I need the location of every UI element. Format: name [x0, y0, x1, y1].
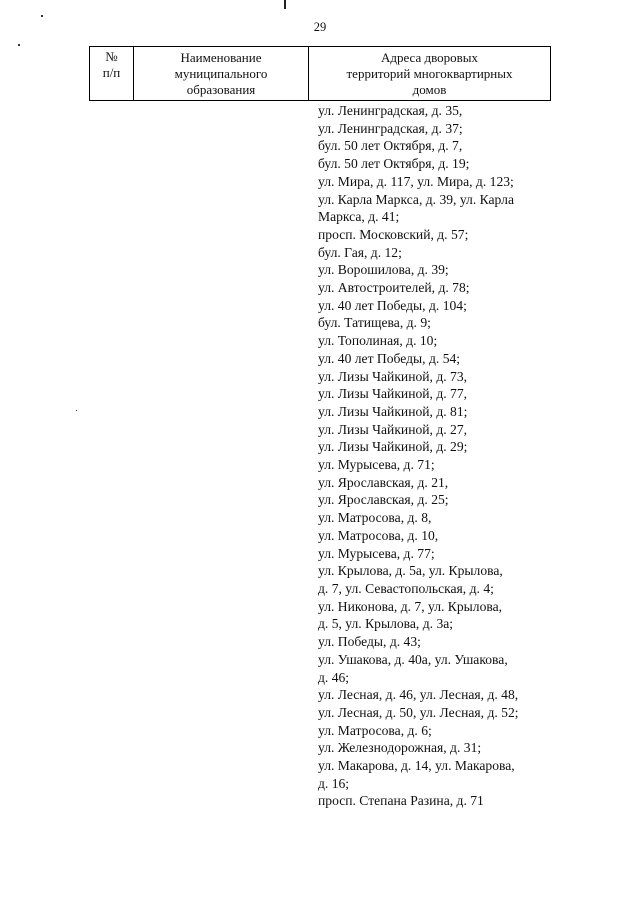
scan-speck [18, 44, 20, 46]
address-line: ул. 40 лет Победы, д. 54; [318, 350, 461, 366]
address-line: просп. Московский, д. 57; [318, 226, 469, 242]
address-line: ул. Ленинградская, д. 37; [318, 120, 463, 136]
address-line: д. 7, ул. Севастопольская, д. 4; [318, 580, 494, 596]
address-line: ул. Лизы Чайкиной, д. 77, [318, 386, 468, 402]
address-line: ул. Мира, д. 117, ул. Мира, д. 123; [318, 173, 514, 189]
address-line: бул. Гая, д. 12; [318, 244, 402, 260]
header-cell-municipality: Наименование муниципального образования [134, 47, 309, 100]
page-number: 29 [313, 20, 327, 34]
address-line: ул. Матросова, д. 10, [318, 527, 439, 543]
address-line: Маркса, д. 41; [318, 209, 400, 225]
address-line: ул. Карла Маркса, д. 39, ул. Карла [318, 191, 514, 207]
address-line: ул. Победы, д. 43; [318, 634, 421, 650]
address-line: ул. Лизы Чайкиной, д. 29; [318, 439, 468, 455]
address-line: ул. Лизы Чайкиной, д. 27, [318, 421, 468, 437]
address-line: ул. Ворошилова, д. 39; [318, 262, 449, 278]
address-line: ул. Ленинградская, д. 35, [318, 103, 463, 118]
address-line: ул. Матросова, д. 6; [318, 722, 432, 738]
address-line: ул. Крылова, д. 5а, ул. Крылова, [318, 563, 503, 579]
address-line: ул. Ярославская, д. 21, [318, 474, 449, 490]
address-line: бул. Татищева, д. 9; [318, 315, 431, 331]
address-line: бул. 50 лет Октября, д. 19; [318, 156, 470, 172]
address-line: д. 5, ул. Крылова, д. 3а; [318, 616, 454, 632]
table-header [89, 46, 551, 101]
address-line: д. 46; [318, 669, 350, 685]
address-line: ул. Никонова, д. 7, ул. Крылова, [318, 598, 503, 614]
address-line: ул. 40 лет Победы, д. 104; [318, 297, 467, 313]
address-line: ул. Матросова, д. 8, [318, 510, 432, 526]
address-line: ул. Мурысева, д. 71; [318, 457, 435, 473]
address-line: ул. Лизы Чайкиной, д. 81; [318, 403, 468, 419]
address-line: ул. Макарова, д. 14, ул. Макарова, [318, 758, 515, 774]
binding-mark [284, 0, 286, 9]
scan-speck [76, 410, 77, 411]
address-line: ул. Автостроителей, д. 78; [318, 280, 470, 296]
address-line: бул. 50 лет Октября, д. 7, [318, 138, 463, 154]
address-line: ул. Ушакова, д. 40а, ул. Ушакова, [318, 651, 508, 667]
address-list [318, 102, 558, 810]
address-line: ул. Железнодорожная, д. 31; [318, 740, 482, 756]
address-line: ул. Ярославская, д. 25; [318, 492, 449, 508]
address-line: ул. Лизы Чайкиной, д. 73, [318, 368, 468, 384]
scan-speck [41, 15, 43, 17]
address-line: ул. Лесная, д. 46, ул. Лесная, д. 48, [318, 687, 519, 703]
address-line: ул. Тополиная, д. 10; [318, 333, 438, 349]
address-line: д. 16; [318, 775, 350, 791]
address-line: ул. Мурысева, д. 77; [318, 545, 435, 561]
address-line: ул. Лесная, д. 50, ул. Лесная, д. 52; [318, 704, 519, 720]
address-line: просп. Степана Разина, д. 71 [318, 793, 484, 809]
header-cell-number: № п/п [90, 47, 134, 100]
header-cell-addresses: Адреса дворовых территорий многоквартирных домов [346, 50, 513, 97]
